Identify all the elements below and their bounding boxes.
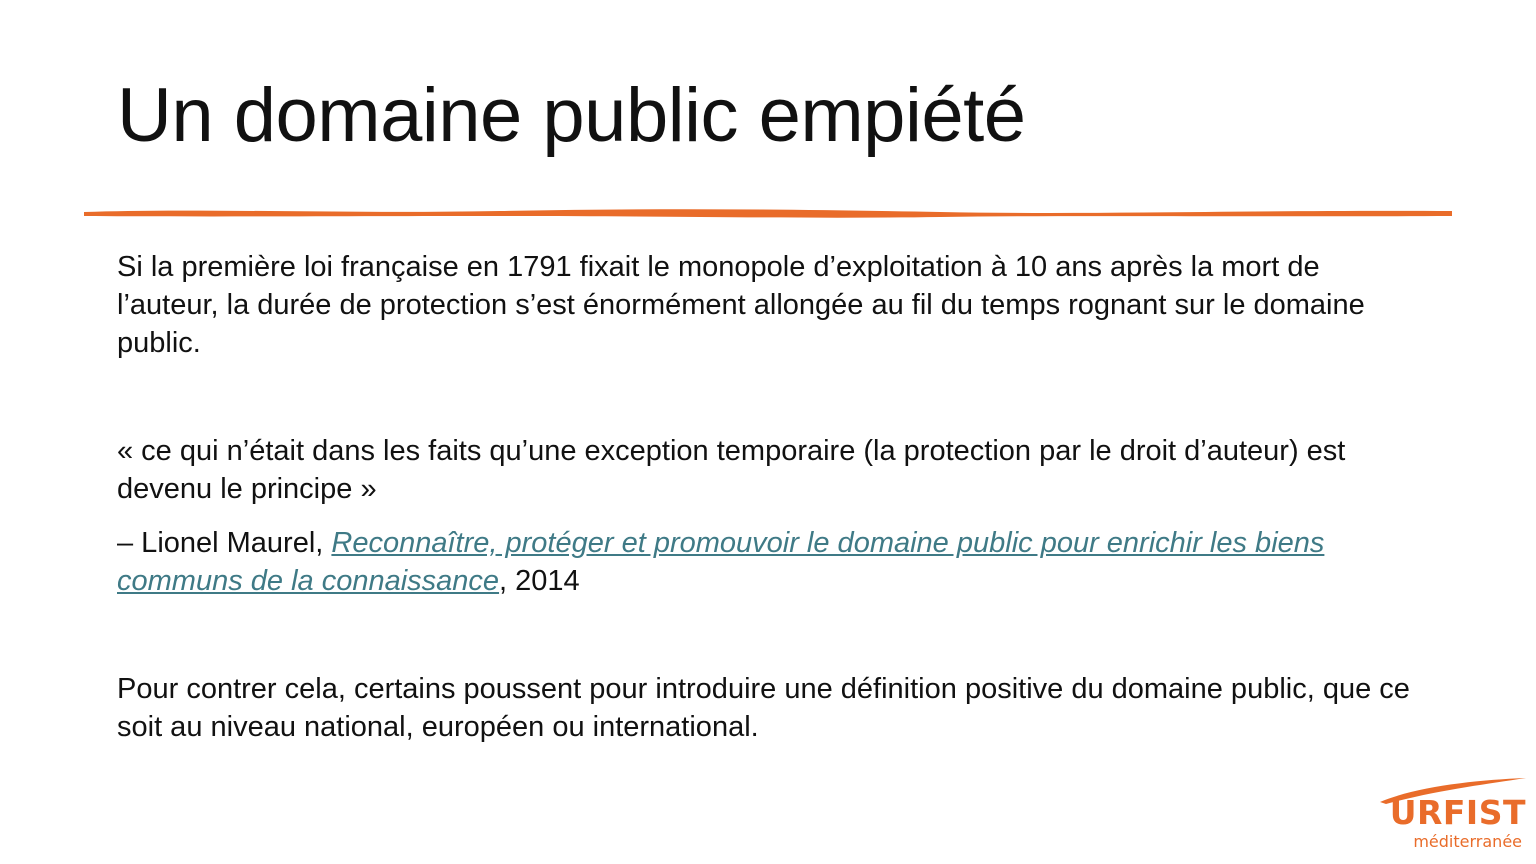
citation-year: , 2014 (499, 565, 580, 597)
citation-link[interactable]: Reconnaître, protéger et promouvoir le domaine public pour enrichir les biens communs de la connaissance (117, 527, 1325, 597)
logo-wordmark: URFIST (1389, 793, 1526, 832)
intro-paragraph: Si la première loi française en 1791 fixait le monopole d’exploitation à 10 ans après la mort de l’auteur, la durée de protection s’est énormément allongée au fil du temps rognant sur le domaine public. (117, 251, 1365, 359)
citation-paragraph (117, 524, 1417, 600)
slide-title: Un domaine public empiété (117, 73, 1026, 158)
urfist-logo (1378, 776, 1530, 858)
logo-subtitle: méditerranée (1413, 832, 1522, 851)
title-underline-brushstroke (80, 200, 1458, 224)
closing-paragraph: Pour contrer cela, certains poussent pour introduire une définition positive du domaine public, que ce soit au niveau national, européen ou international. (117, 673, 1410, 743)
citation-author: – Lionel Maurel, (117, 527, 332, 559)
quote-paragraph: « ce qui n’était dans les faits qu’une exception temporaire (la protection par le droit d’auteur) est devenu le principe » (117, 435, 1346, 505)
